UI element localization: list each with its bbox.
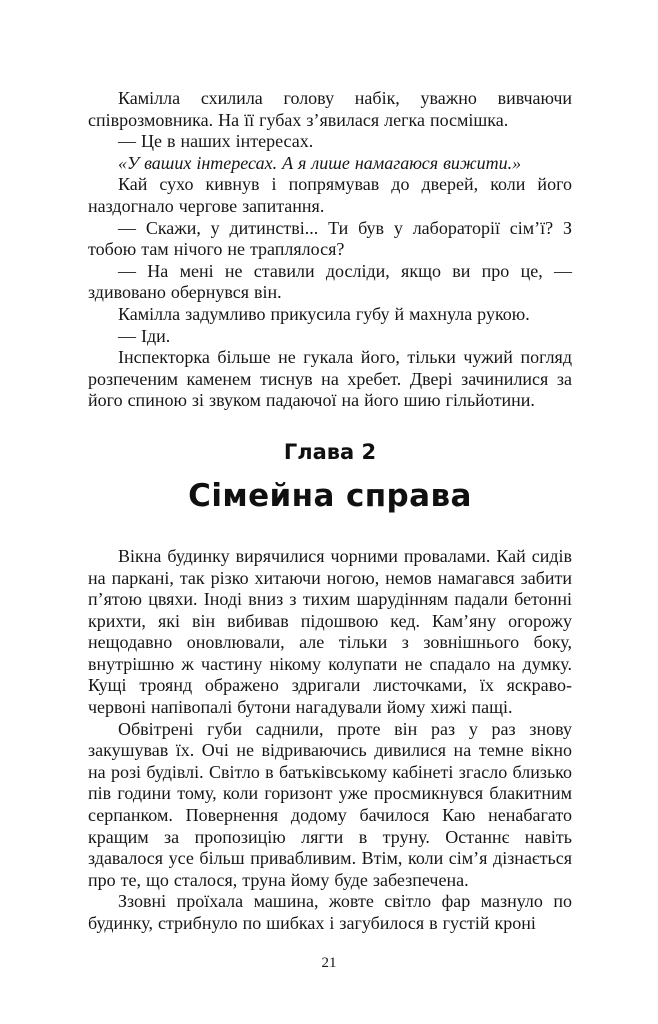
italic-thought-paragraph: «У ваших інтересах. А я лише намагаюся вижити.» <box>118 152 522 173</box>
paragraph: Ззовні проїхала машина, жовте світло фар мазнуло по будинку, стрибнуло по шибках і загубилося в густій кроні <box>88 891 572 933</box>
dialogue-paragraph: — На мені не ставили досліди, якщо ви про це, — здивовано обернувся він. <box>88 260 572 303</box>
paragraph: Камілла схилила голову набік, уважно вивчаючи співрозмовника. На її губах з’явилася легка посмішка. <box>88 88 572 130</box>
paragraph: Камілла задумливо прикусила губу й махнула рукою. <box>118 303 530 324</box>
paragraph: Вікна будинку вирячилися чорними провалами. Кай сидів на паркані, так різко хитаючи ногою, немов намагався забити п’ятою цвяхи. Іноді вниз з тихим шарудінням падали бетонні крихти, які він вибивав підошвою кед. Кам’яну огорожу нещодавно оновлювали, але тільки з зовнішнього боку, внутрішню ж частину нікому колупати не спадало на думку. Кущі троянд ображено здригали листочками, їх яскраво-червоні напівопалі бутони нагадували йому хижі пащі. <box>88 545 572 718</box>
dialogue-paragraph: — Іди. <box>118 325 171 346</box>
paragraph: Кай сухо кивнув і попрямував до дверей, коли його наздогнало чергове запитання. <box>88 174 572 216</box>
paragraph: Інспекторка більше не гукала його, тільки чужий погляд розпеченим каменем тиснув на хребет. Двері зачинилися за його спиною зі звуком падаючої на його шию гільйотини. <box>88 347 572 411</box>
chapter-label: Глава 2 <box>283 439 377 464</box>
dialogue-paragraph: — Скажи, у дитинстві... Ти був у лабораторії сім’ї? З тобою там нічого не траплялося? <box>88 217 572 260</box>
page-number: 21 <box>321 955 337 971</box>
dialogue-paragraph: — Це в наших інтересах. <box>118 131 314 152</box>
paragraph: Обвітрені губи саднили, проте він раз у раз знову закушував їх. Очі не відриваючись дивилися на темне вікно на розі будівлі. Світло в батьківському кабінеті згасло близько пів години тому, коли горизонт уже просмикнувся блакитним серпанком. Повернення додому бачилося Каю ненабагато кращим за пропозицію лягти в труну. Останнє навіть здавалося усе більш привабливим. Втім, коли сім’я дізнається про те, що сталося, труна йому буде забезпечена. <box>88 718 572 890</box>
chapter-title: Сімейна справа <box>188 477 472 514</box>
